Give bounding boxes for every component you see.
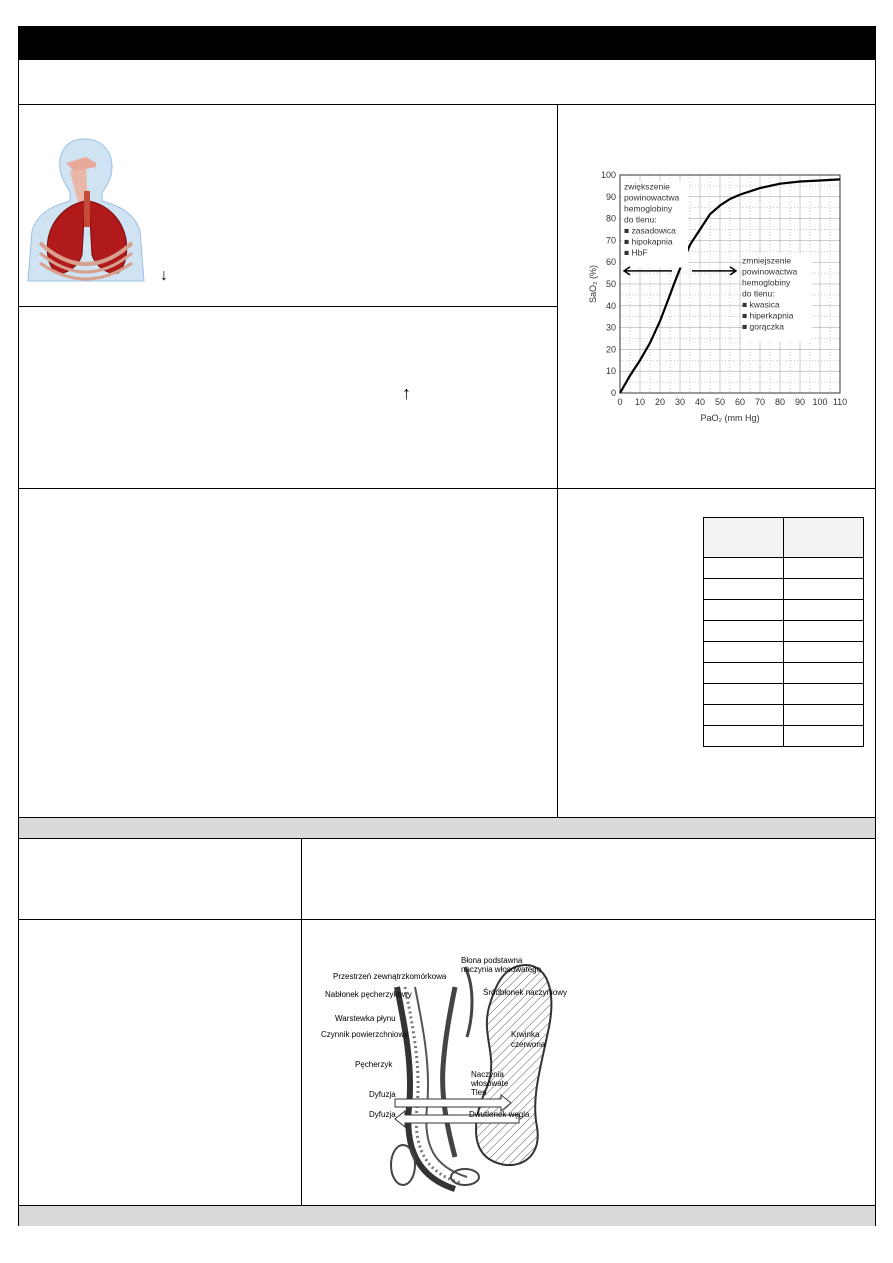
table-cell xyxy=(784,621,864,642)
annotation-left-text: powinowactwa xyxy=(624,192,680,203)
divider xyxy=(301,919,875,920)
table-cell xyxy=(704,518,784,558)
column-divider xyxy=(557,104,558,818)
annotation-left-text: hemoglobiny xyxy=(624,203,673,214)
x-tick-label: 50 xyxy=(714,397,726,407)
table-cell xyxy=(704,642,784,663)
table-cell xyxy=(784,663,864,684)
label-capillary: włosowate xyxy=(471,1079,509,1088)
divider xyxy=(19,488,875,489)
table-cell xyxy=(784,518,864,558)
x-tick-label: 60 xyxy=(734,397,746,407)
x-tick-label: 110 xyxy=(832,397,848,407)
table-cell xyxy=(784,684,864,705)
table-row xyxy=(704,558,864,579)
y-tick-label: 10 xyxy=(605,366,616,377)
human-respiratory-system-icon xyxy=(26,135,146,283)
label-rbc: czerwona xyxy=(511,1040,546,1049)
table-cell xyxy=(784,642,864,663)
y-tick-label: 50 xyxy=(605,279,616,289)
x-tick-label: 30 xyxy=(674,397,686,407)
annotation-left-text: ■ zasadowica xyxy=(624,225,676,236)
annotation-right-text: ■ kwasica xyxy=(742,299,780,310)
annotation-right-text: do tlenu: xyxy=(742,288,775,299)
x-tick-label: 100 xyxy=(812,397,828,407)
label-basement: Błona podstawna xyxy=(461,956,523,965)
y-tick-label: 100 xyxy=(600,170,616,180)
label-surfactant: Czynnik powierzchniowy xyxy=(321,1030,409,1039)
table-cell xyxy=(704,600,784,621)
divider xyxy=(19,104,875,105)
table-cell xyxy=(784,579,864,600)
right-shift-arrow xyxy=(692,267,736,275)
label-extracellular: Przestrzeń zewnątrzkomórkowa xyxy=(333,972,447,981)
table-cell xyxy=(784,600,864,621)
y-tick-label: 60 xyxy=(605,257,616,268)
table-cell xyxy=(704,663,784,684)
divider xyxy=(19,919,301,920)
table-cell xyxy=(704,558,784,579)
y-tick-label: 20 xyxy=(605,344,616,355)
x-axis-label: PaO₂ (mm Hg) xyxy=(700,413,760,423)
annotation-left-text: do tlenu: xyxy=(624,214,657,225)
annotation-right-text: ■ gorączka xyxy=(742,321,784,332)
y-tick-label: 70 xyxy=(605,235,616,246)
label-oxygen: Tlen xyxy=(471,1088,487,1097)
table-row xyxy=(704,726,864,747)
up-arrow: ↑ xyxy=(402,383,411,403)
label-basement: naczynia włosowatego xyxy=(461,965,542,974)
label-diffusion: Dyfuzja xyxy=(369,1110,396,1119)
annotation-right-text: ■ hiperkapnia xyxy=(742,310,794,321)
label-co2: Dwutlenek węgla xyxy=(469,1110,530,1119)
label-alveolus: Pęcherzyk xyxy=(355,1060,393,1069)
table-cell xyxy=(784,705,864,726)
annotation-left-text: ■ HbF xyxy=(624,247,648,258)
table-row xyxy=(704,705,864,726)
label-diffusion: Dyfuzja xyxy=(369,1090,396,1099)
x-tick-label: 40 xyxy=(694,397,706,407)
left-shift-arrow xyxy=(624,267,672,275)
y-tick-label: 0 xyxy=(610,388,616,398)
section-bar xyxy=(19,1205,875,1226)
x-tick-label: 0 xyxy=(617,397,623,407)
x-tick-label: 80 xyxy=(774,397,786,407)
annotation-left-text: zwiększenie xyxy=(624,181,670,192)
label-endothelium: Śródbłonek naczyniowy xyxy=(483,988,568,997)
x-tick-label: 20 xyxy=(654,397,666,407)
table-cell xyxy=(704,705,784,726)
table-row xyxy=(704,642,864,663)
table-cell xyxy=(784,558,864,579)
table-row xyxy=(704,663,864,684)
annotation-right-text: powinowactwa xyxy=(742,266,798,277)
table-cell xyxy=(784,726,864,747)
x-tick-label: 70 xyxy=(754,397,766,407)
table-header-row xyxy=(704,518,864,558)
y-tick-label: 90 xyxy=(605,191,616,202)
column-divider xyxy=(301,839,302,1205)
y-tick-label: 40 xyxy=(605,300,616,311)
table-cell xyxy=(704,621,784,642)
page-frame xyxy=(18,26,876,1226)
table-row xyxy=(704,684,864,705)
header-bar xyxy=(19,27,875,60)
oxyhemoglobin-dissociation-chart xyxy=(565,167,865,437)
x-tick-label: 10 xyxy=(634,397,646,407)
label-fluid: Warstewka płynu xyxy=(335,1014,396,1023)
label-epithelium: Nabłonek pęcherzykowy xyxy=(325,990,412,999)
x-tick-label: 90 xyxy=(794,397,806,407)
annotation-left-text: ■ hipokapnia xyxy=(624,236,673,247)
label-capillary: Naczynia xyxy=(471,1070,504,1079)
table-row xyxy=(704,600,864,621)
table-cell xyxy=(704,726,784,747)
divider xyxy=(19,306,557,307)
y-tick-label: 80 xyxy=(605,213,616,224)
table-row xyxy=(704,579,864,600)
annotation-right-text: zmniejszenie xyxy=(742,255,792,266)
data-table xyxy=(703,517,864,747)
annotation-right-text: hemoglobiny xyxy=(742,277,791,288)
section-bar xyxy=(19,817,875,839)
table-row xyxy=(704,621,864,642)
alveolar-capillary-membrane-diagram xyxy=(305,927,605,1197)
table-cell xyxy=(704,579,784,600)
y-tick-label: 30 xyxy=(605,322,616,333)
down-arrow: ↓ xyxy=(160,267,168,284)
table-cell xyxy=(704,684,784,705)
label-rbc: Krwinka xyxy=(511,1030,540,1039)
y-axis-label: SaO₂ (%) xyxy=(588,265,598,303)
